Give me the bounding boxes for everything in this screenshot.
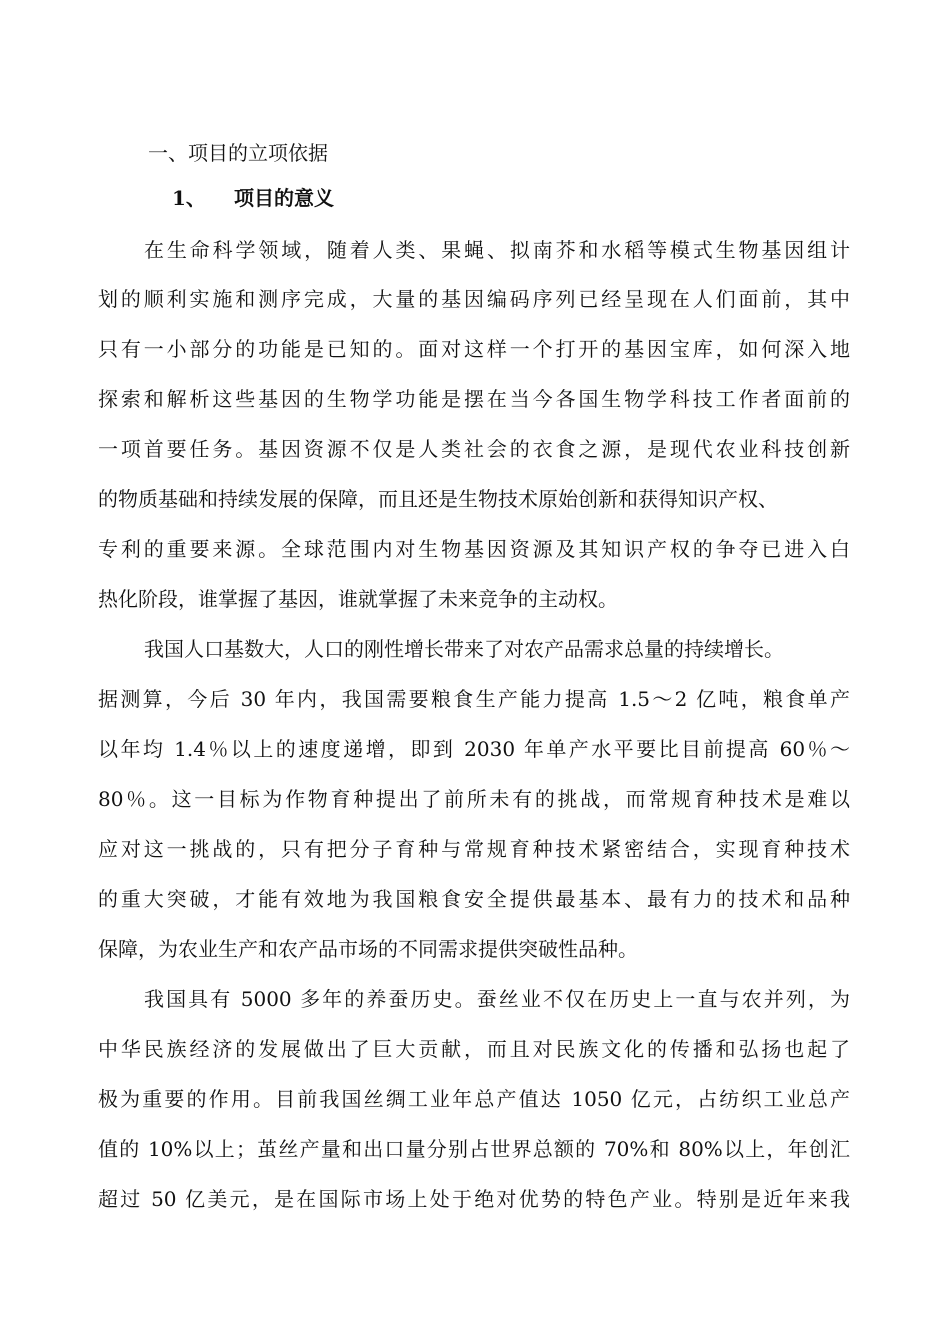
paragraph-1-line-4: 探索和解析这些基因的生物学功能是摆在当今各国生物学科技工作者面前的 <box>98 387 850 411</box>
paragraph-1-line-5: 一项首要任务。基因资源不仅是人类社会的衣食之源，是现代农业科技创新 <box>98 437 850 461</box>
paragraph-2-line-2: 据测算，今后 30 年内，我国需要粮食生产能力提高 1.5～2 亿吨，粮食单产 <box>98 687 850 711</box>
paragraph-2-line-6: 的重大突破，才能有效地为我国粮食安全提供最基本、最有力的技术和品种 <box>98 887 850 911</box>
paragraph-1-line-6: 的物质基础和持续发展的保障，而且还是生物技术原始创新和获得知识产权、 <box>98 487 778 511</box>
paragraph-1-line-1: 在生命科学领域，随着人类、果蝇、拟南芥和水稻等模式生物基因组计 <box>144 238 850 262</box>
subsection-heading <box>172 183 334 213</box>
section-heading: 一、项目的立项依据 <box>148 141 328 165</box>
paragraph-3-line-5: 超过 50 亿美元，是在国际市场上处于绝对优势的特色产业。特别是近年来我 <box>98 1187 850 1211</box>
paragraph-2-line-1: 我国人口基数大，人口的刚性增长带来了对农产品需求总量的持续增长。 <box>144 637 784 661</box>
paragraph-3-line-1: 我国具有 5000 多年的养蚕历史。蚕丝业不仅在历史上一直与农并列，为 <box>144 987 850 1011</box>
paragraph-1-line-8: 热化阶段，谁掌握了基因，谁就掌握了未来竞争的主动权。 <box>98 587 618 611</box>
paragraph-3-line-3: 极为重要的作用。目前我国丝绸工业年总产值达 1050 亿元，占纺织工业总产 <box>98 1087 850 1111</box>
paragraph-2-line-7: 保障，为农业生产和农产品市场的不同需求提供突破性品种。 <box>98 937 638 961</box>
paragraph-3-line-2: 中华民族经济的发展做出了巨大贡献，而且对民族文化的传播和弘扬也起了 <box>98 1037 850 1061</box>
subsection-title: 项目的意义 <box>234 186 334 210</box>
subsection-number: 1、 <box>172 186 206 210</box>
paragraph-2-line-4: 80％。这一目标为作物育种提出了前所未有的挑战，而常规育种技术是难以 <box>98 787 850 811</box>
paragraph-2-line-3: 以年均 1.4％以上的速度递增，即到 2030 年单产水平要比目前提高 60％～ <box>98 737 850 761</box>
paragraph-2-line-5: 应对这一挑战的，只有把分子育种与常规育种技术紧密结合，实现育种技术 <box>98 837 850 861</box>
paragraph-1-line-2: 划的顺利实施和测序完成，大量的基因编码序列已经呈现在人们面前，其中 <box>98 287 850 311</box>
paragraph-1-line-3: 只有一小部分的功能是已知的。面对这样一个打开的基因宝库，如何深入地 <box>98 337 850 361</box>
paragraph-1-line-7: 专利的重要来源。全球范围内对生物基因资源及其知识产权的争夺已进入白 <box>98 537 850 561</box>
paragraph-3-line-4: 值的 10%以上；茧丝产量和出口量分别占世界总额的 70%和 80%以上，年创汇 <box>98 1137 850 1161</box>
